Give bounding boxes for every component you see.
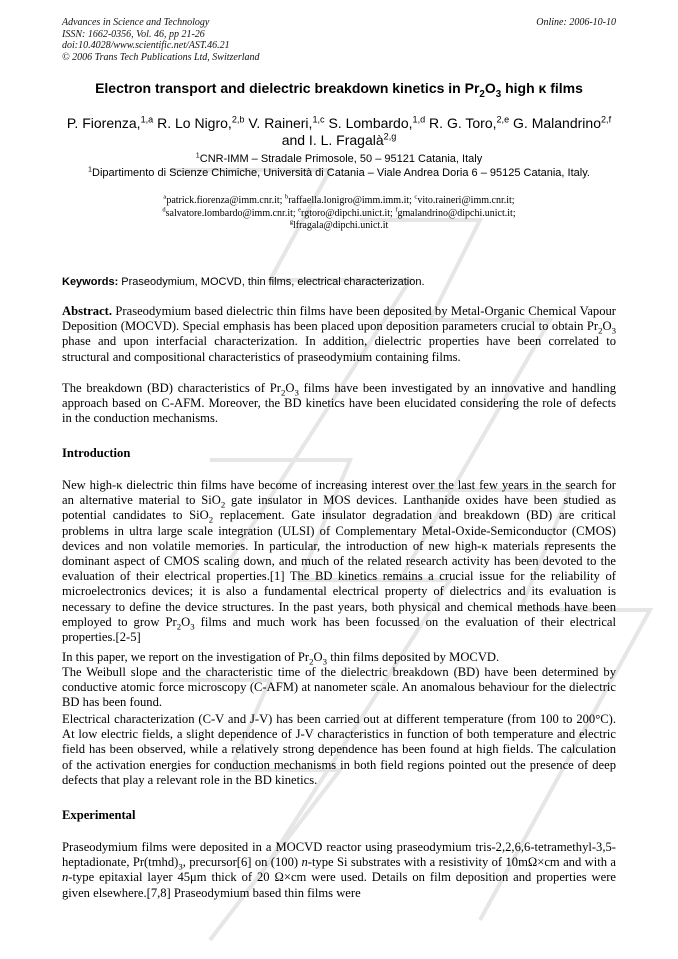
body-text: , precursor[6] on (100) [182, 855, 302, 870]
body-text: O [181, 614, 191, 629]
author-marker: 1,a [140, 114, 154, 125]
title-text-1: Electron transport and dielectric breakdown kinetics in Pr [95, 80, 480, 96]
title-subscript-1: 2 [479, 88, 485, 100]
author-marker: 1,c [312, 114, 325, 125]
keywords-label: Keywords: [62, 276, 119, 288]
affiliation-text: CNR-IMM – Stradale Primosole, 50 – 95121 Catania, Italy [199, 153, 483, 165]
body-text: New high-κ dielectric thin films have become of increasing interest over the last few years in the search for an alternative material to SiO [62, 478, 616, 508]
abstract-text: films have been investigated by an innovative and handling approach based on C-AFM. Moreover, the BD kinetics have been elucidated considering the role of defects in the conduction mechanisms. [62, 381, 616, 426]
abstract-paragraph-1 [62, 304, 616, 365]
abstract-text: Praseodymium based dielectric thin films have been deposited by Metal-Organic Chemical Vapour Deposition (MOCVD). Special emphasis has been placed upon deposition parameters crucial to obtain Pr [62, 304, 616, 334]
journal-name: Advances in Science and Technology [62, 17, 210, 28]
author-name: P. Fiorenza, [66, 115, 141, 131]
body-text: -type epitaxial layer 45μm thick of 20 Ω×cm were used. Details on film deposition and properties were given elsewhere.[7,8] Praseodymium based thin films were [62, 870, 616, 900]
subscript: 2 [176, 621, 182, 632]
affiliation-2 [62, 167, 616, 181]
abstract-text: O [602, 319, 612, 334]
doi-line: doi:10.4028/www.scientific.net/AST.46.21 [62, 40, 230, 51]
email-line: $^g$lfragala@dipchi.unict.it [289, 218, 389, 231]
body-text: n [301, 855, 308, 870]
author-marker: 2,f [600, 114, 612, 125]
email-a[interactable]: patrick.fiorenza@imm.cnr.it; [166, 195, 283, 206]
abstract-paragraph-2 [62, 381, 616, 427]
subscript: 3 [178, 861, 183, 872]
subscript: 2 [598, 325, 603, 336]
subscript: 3 [190, 621, 195, 632]
author-marker: 2,g [383, 131, 397, 142]
email-b[interactable]: raffaella.lonigro@imm.imm.it; [288, 195, 412, 206]
email-g[interactable]: lfragala@dipchi.unict.it [292, 220, 389, 231]
subscript: 2 [280, 387, 286, 398]
abstract-text: The breakdown (BD) characteristics of Pr [62, 381, 281, 395]
subscript: 2 [309, 656, 314, 667]
affiliation-marker: 1 [195, 151, 200, 160]
email-list [62, 195, 616, 233]
subscript: 3 [294, 387, 299, 398]
affiliation-marker: 1 [88, 165, 93, 174]
body-text: replacement. Gate insulator degradation and breakdown (BD) are critical problems in ultra large scale integration (ULSI) of Complementary Metal-Oxide-Semiconductor (CMOS) devices and non volatile memories. In particular, the introduction of new high-κ materials represents the dominant aspect of CMOS scaling down, and much of the related research activity has been devoted to the evaluation of their electrical properties.[1] The BD kinetics remains a crucial issue for the reliability of microelectronics devices; it is also a fundamental electrical property of dielectrics and its evaluation is necessary to define the device structures. In the past years, both physical and chemical methods have been employed to grow Pr [62, 508, 616, 629]
keywords [62, 276, 616, 288]
introduction-paragraph-2 [62, 650, 616, 665]
introduction-paragraph-3: The Weibull slope and the characteristic time of the dielectric breakdown (BD) have been determined by conductive atomic force microscopy (C-AFM) at nanometer scale. An anomalous behaviour for the dielectric BD has been found. [62, 665, 616, 710]
subscript: 2 [220, 499, 226, 510]
affiliation-1 [62, 153, 616, 167]
abstract-text: phase and upon interfacial characterization. In addition, dielectric properties have been correlated to structural and compositional characteristics of praseodymium containing films. [62, 334, 616, 364]
author-name: G. Malandrino [509, 115, 601, 131]
experimental-paragraph-1 [62, 840, 616, 901]
body-text: -type Si substrates with a resistivity of 10mΩ×cm and with a [307, 855, 616, 870]
email-f[interactable]: gmalandrino@dipchi.unict.it; [397, 207, 516, 219]
email-d[interactable]: salvatore.lombardo@imm.cnr.it; [165, 207, 296, 219]
introduction-heading: Introduction [62, 446, 131, 460]
author-name: S. Lombardo, [324, 115, 413, 131]
keywords-text: Praseodymium, MOCVD, thin films, electrical characterization. [118, 276, 425, 288]
subscript: 2 [208, 514, 214, 525]
body-text: thin films deposited by MOCVD. [327, 650, 500, 664]
author-name: and I. L. Fragalà [281, 132, 384, 148]
title-text-2: O [484, 80, 496, 96]
paper-title [62, 80, 616, 100]
author-marker: 2,e [496, 114, 510, 125]
email-c[interactable]: vito.raineri@imm.cnr.it; [417, 195, 515, 206]
abstract-text: O [285, 381, 295, 395]
body-text: Praseodymium films were deposited in a MOCVD reactor using praseodymium tris-2,2,6,6-tetramethyl-3,5-heptadionate, Pr(tmhd) [62, 840, 616, 870]
title-subscript-2: 3 [495, 88, 502, 100]
issn-line: ISSN: 1662-0356, Vol. 46, pp 21-26 [62, 28, 205, 40]
subscript: 3 [611, 325, 616, 336]
author-name: R. Lo Nigro, [153, 115, 232, 131]
subscript: 3 [322, 656, 328, 667]
body-text: O [313, 650, 323, 664]
experimental-heading: Experimental [62, 808, 136, 822]
email-e[interactable]: rgtoro@dipchi.unict.it; [301, 207, 393, 219]
abstract-label: Abstract. [62, 304, 113, 318]
email-line: $^a$patrick.fiorenza@imm.cnr.it; $^b$raffaella.lonigro@imm.imm.it; $^c$vito.raineri@imm.cnr.it; [163, 193, 515, 206]
author-marker: 2,b [231, 114, 245, 125]
journal-header [62, 17, 260, 63]
author-name: R. G. Toro, [425, 115, 497, 131]
body-text: gate insulator in MOS devices. Lanthanide oxides have been studied as potential candidates to SiO [62, 493, 616, 523]
body-text: In this paper, we report on the investigation of Pr [62, 650, 310, 664]
online-date: Online: 2006-10-10 [536, 17, 616, 28]
author-marker: 1,d [412, 114, 426, 125]
body-text: n [62, 870, 69, 885]
author-list [62, 115, 616, 149]
affiliation-text: Dipartimento di Scienze Chimiche, Università di Catania – Viale Andrea Doria 6 – 95125 Catania, Italy. [92, 167, 590, 179]
title-text-3: high κ films [501, 80, 583, 96]
author-name: V. Raineri, [244, 115, 313, 131]
introduction-paragraph-1 [62, 478, 616, 645]
copyright-line: © 2006 Trans Tech Publications Ltd, Switzerland [62, 51, 260, 63]
email-line: $^d$salvatore.lombardo@imm.cnr.it; $^e$rgtoro@dipchi.unict.it; $^f$gmalandrino@dipchi.unict.it; [162, 206, 516, 219]
body-text: films and much work has been focussed on the evaluation of their electrical properties.[2-5] [62, 614, 616, 645]
introduction-paragraph-4: Electrical characterization (C-V and J-V) has been carried out at different temperature (from 100 to 200°C). At low electric fields, a slight dependence of J-V characteristics in function of both temperature and electric field has been observed, while a relatively strong dependence has been found at high fields. The calculation of the activation energies for conduction mechanisms in both field regions pointed out the presence of deep defects that play a relevant role in the BD kinetics. [62, 712, 616, 787]
